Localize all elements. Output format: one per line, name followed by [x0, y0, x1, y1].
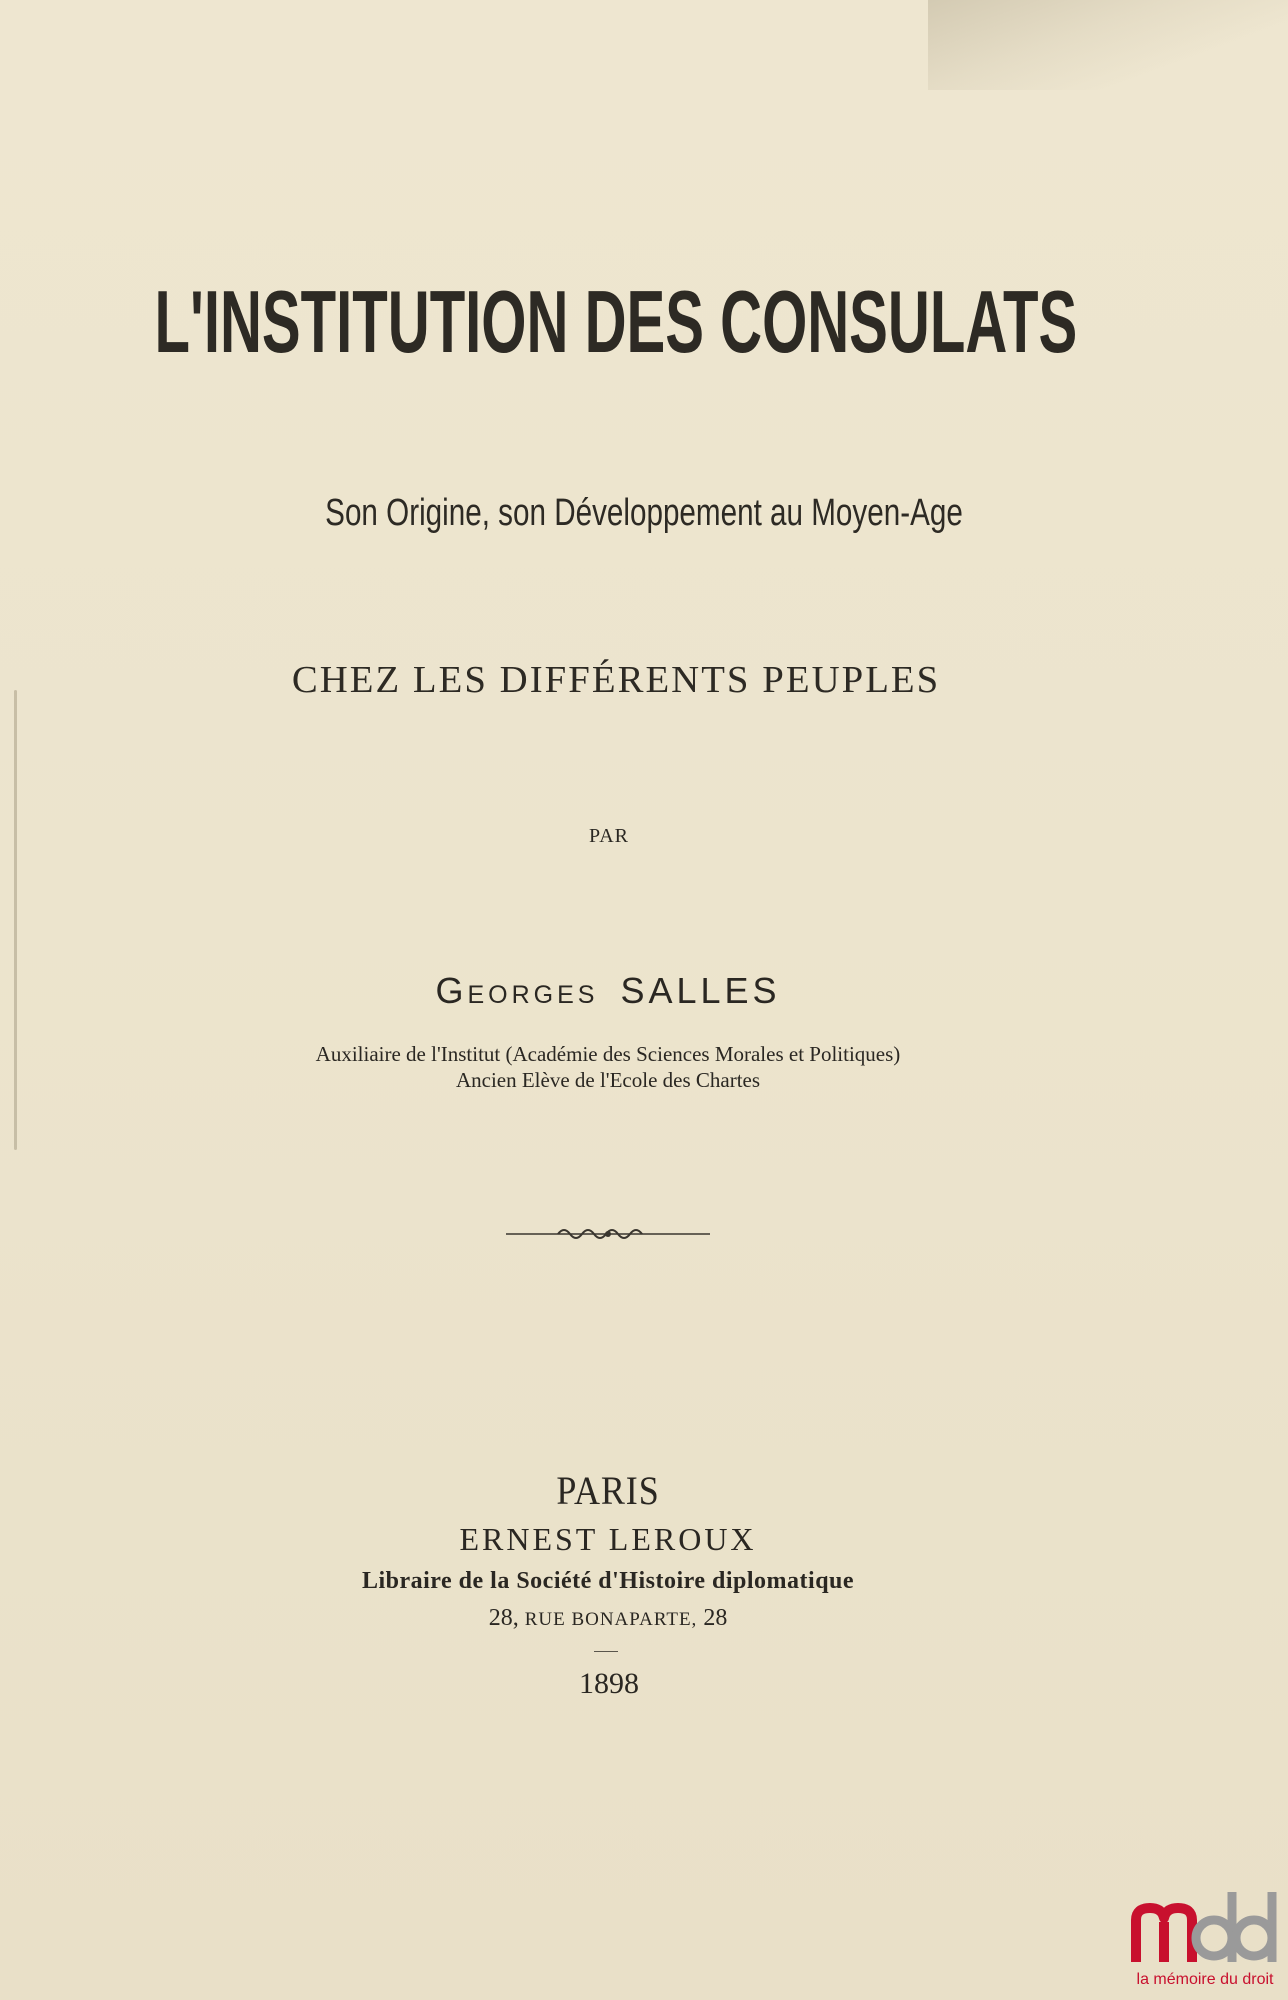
ornament-divider-icon — [506, 1222, 710, 1246]
by-label: PAR — [588, 825, 630, 847]
author-last-name: SALLES — [620, 970, 781, 1011]
publisher-name: ERNEST LEROUX — [459, 1521, 757, 1557]
author-affiliation-2: Ancien Elève de l'Ecole des Chartes — [455, 1068, 761, 1092]
author-affiliation-1: Auxiliaire de l'Institut (Académie des Sciences Morales et Politiques) — [315, 1042, 901, 1066]
separator-dash — [594, 1651, 618, 1652]
mdd-logo — [1130, 1886, 1280, 1994]
author-name — [0, 968, 1216, 1014]
book-subtitle-2: CHEZ LES DIFFÉRENTS PEUPLES — [291, 659, 941, 701]
book-title: L'INSTITUTION DES CONSULATS — [154, 272, 1078, 371]
address-number-2: 28 — [703, 1605, 728, 1631]
publication-city: PARIS — [556, 1468, 660, 1513]
mdd-tagline: la mémoire du droit — [1136, 1971, 1274, 1988]
address-number-1: 28, — [488, 1605, 519, 1631]
publisher-description: Libraire de la Société d'Histoire diplomatique — [361, 1568, 855, 1594]
torn-corner — [928, 0, 1288, 90]
publisher-address — [0, 1602, 1216, 1636]
mdd-logo-icon — [1130, 1886, 1280, 1966]
author-first-name: Georges — [435, 970, 599, 1011]
address-street: RUE BONAPARTE, — [524, 1609, 698, 1630]
publication-year: 1898 — [579, 1667, 639, 1700]
book-subtitle: Son Origine, son Développement au Moyen-Age — [325, 492, 963, 534]
